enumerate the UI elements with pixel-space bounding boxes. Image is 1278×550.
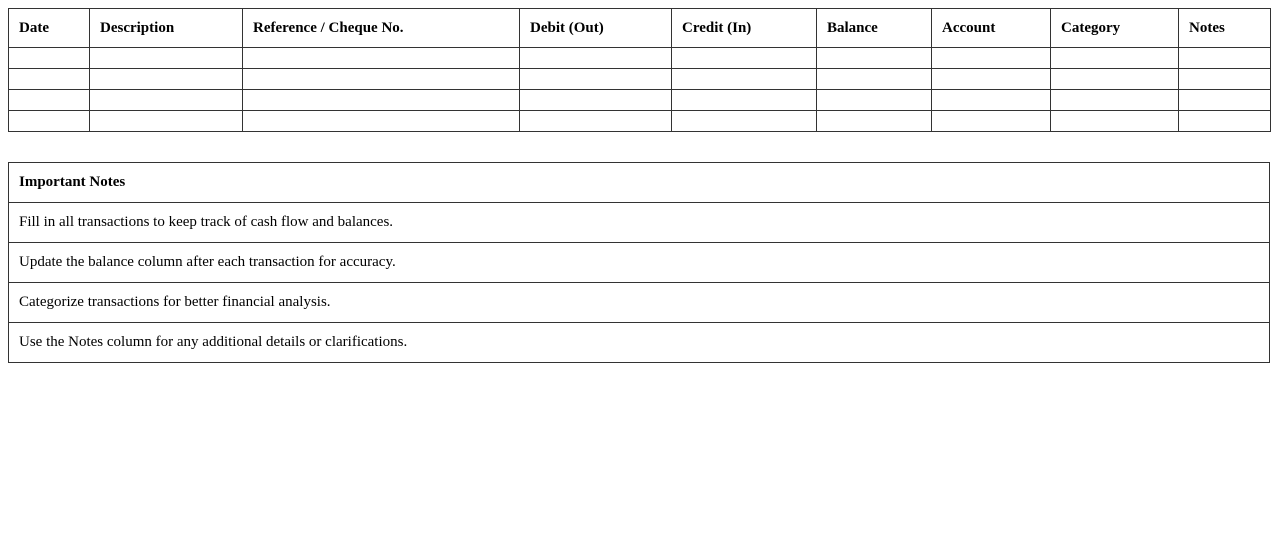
table-cell[interactable]: [90, 90, 243, 111]
note-row: [9, 283, 1270, 323]
table-cell[interactable]: [1179, 48, 1271, 69]
table-cell[interactable]: [672, 69, 817, 90]
table-cell[interactable]: [9, 69, 90, 90]
table-row: [9, 90, 1271, 111]
table-cell[interactable]: [90, 48, 243, 69]
column-header-account: Account: [932, 9, 1051, 48]
column-header-debit: Debit (Out): [520, 9, 672, 48]
notes-title: Important Notes: [9, 163, 1270, 203]
table-cell[interactable]: [90, 69, 243, 90]
column-header-notes: Notes: [1179, 9, 1271, 48]
note-text: Update the balance column after each transaction for accuracy.: [9, 243, 1270, 283]
table-cell[interactable]: [817, 90, 932, 111]
table-cell[interactable]: [817, 48, 932, 69]
column-header-credit: Credit (In): [672, 9, 817, 48]
notes-header-row: [9, 163, 1270, 203]
table-cell[interactable]: [672, 111, 817, 132]
table-cell[interactable]: [1179, 111, 1271, 132]
table-cell[interactable]: [520, 69, 672, 90]
note-row: [9, 243, 1270, 283]
column-header-date: Date: [9, 9, 90, 48]
table-cell[interactable]: [243, 90, 520, 111]
important-notes-table: [8, 162, 1270, 363]
table-cell[interactable]: [520, 111, 672, 132]
table-cell[interactable]: [817, 111, 932, 132]
table-cell[interactable]: [932, 69, 1051, 90]
note-text: Categorize transactions for better financial analysis.: [9, 283, 1270, 323]
table-cell[interactable]: [1179, 90, 1271, 111]
table-cell[interactable]: [932, 90, 1051, 111]
table-cell[interactable]: [672, 48, 817, 69]
table-cell[interactable]: [520, 48, 672, 69]
table-row: [9, 48, 1271, 69]
note-row: [9, 203, 1270, 243]
table-cell[interactable]: [1051, 48, 1179, 69]
table-row: [9, 69, 1271, 90]
note-text: Use the Notes column for any additional details or clarifications.: [9, 323, 1270, 363]
table-cell[interactable]: [243, 69, 520, 90]
table-cell[interactable]: [1051, 111, 1179, 132]
table-cell[interactable]: [9, 48, 90, 69]
column-header-balance: Balance: [817, 9, 932, 48]
column-header-description: Description: [90, 9, 243, 48]
table-cell[interactable]: [672, 90, 817, 111]
column-header-category: Category: [1051, 9, 1179, 48]
table-header-row: [9, 9, 1271, 48]
table-cell[interactable]: [932, 111, 1051, 132]
table-cell[interactable]: [243, 48, 520, 69]
column-header-reference: Reference / Cheque No.: [243, 9, 520, 48]
table-cell[interactable]: [243, 111, 520, 132]
table-cell[interactable]: [817, 69, 932, 90]
note-row: [9, 323, 1270, 363]
transaction-ledger-table: [8, 8, 1271, 132]
table-cell[interactable]: [9, 111, 90, 132]
table-cell[interactable]: [520, 90, 672, 111]
table-cell[interactable]: [1179, 69, 1271, 90]
table-cell[interactable]: [932, 48, 1051, 69]
note-text: Fill in all transactions to keep track of cash flow and balances.: [9, 203, 1270, 243]
table-cell[interactable]: [1051, 69, 1179, 90]
table-cell[interactable]: [90, 111, 243, 132]
table-row: [9, 111, 1271, 132]
table-cell[interactable]: [9, 90, 90, 111]
table-cell[interactable]: [1051, 90, 1179, 111]
page: [8, 8, 1270, 363]
